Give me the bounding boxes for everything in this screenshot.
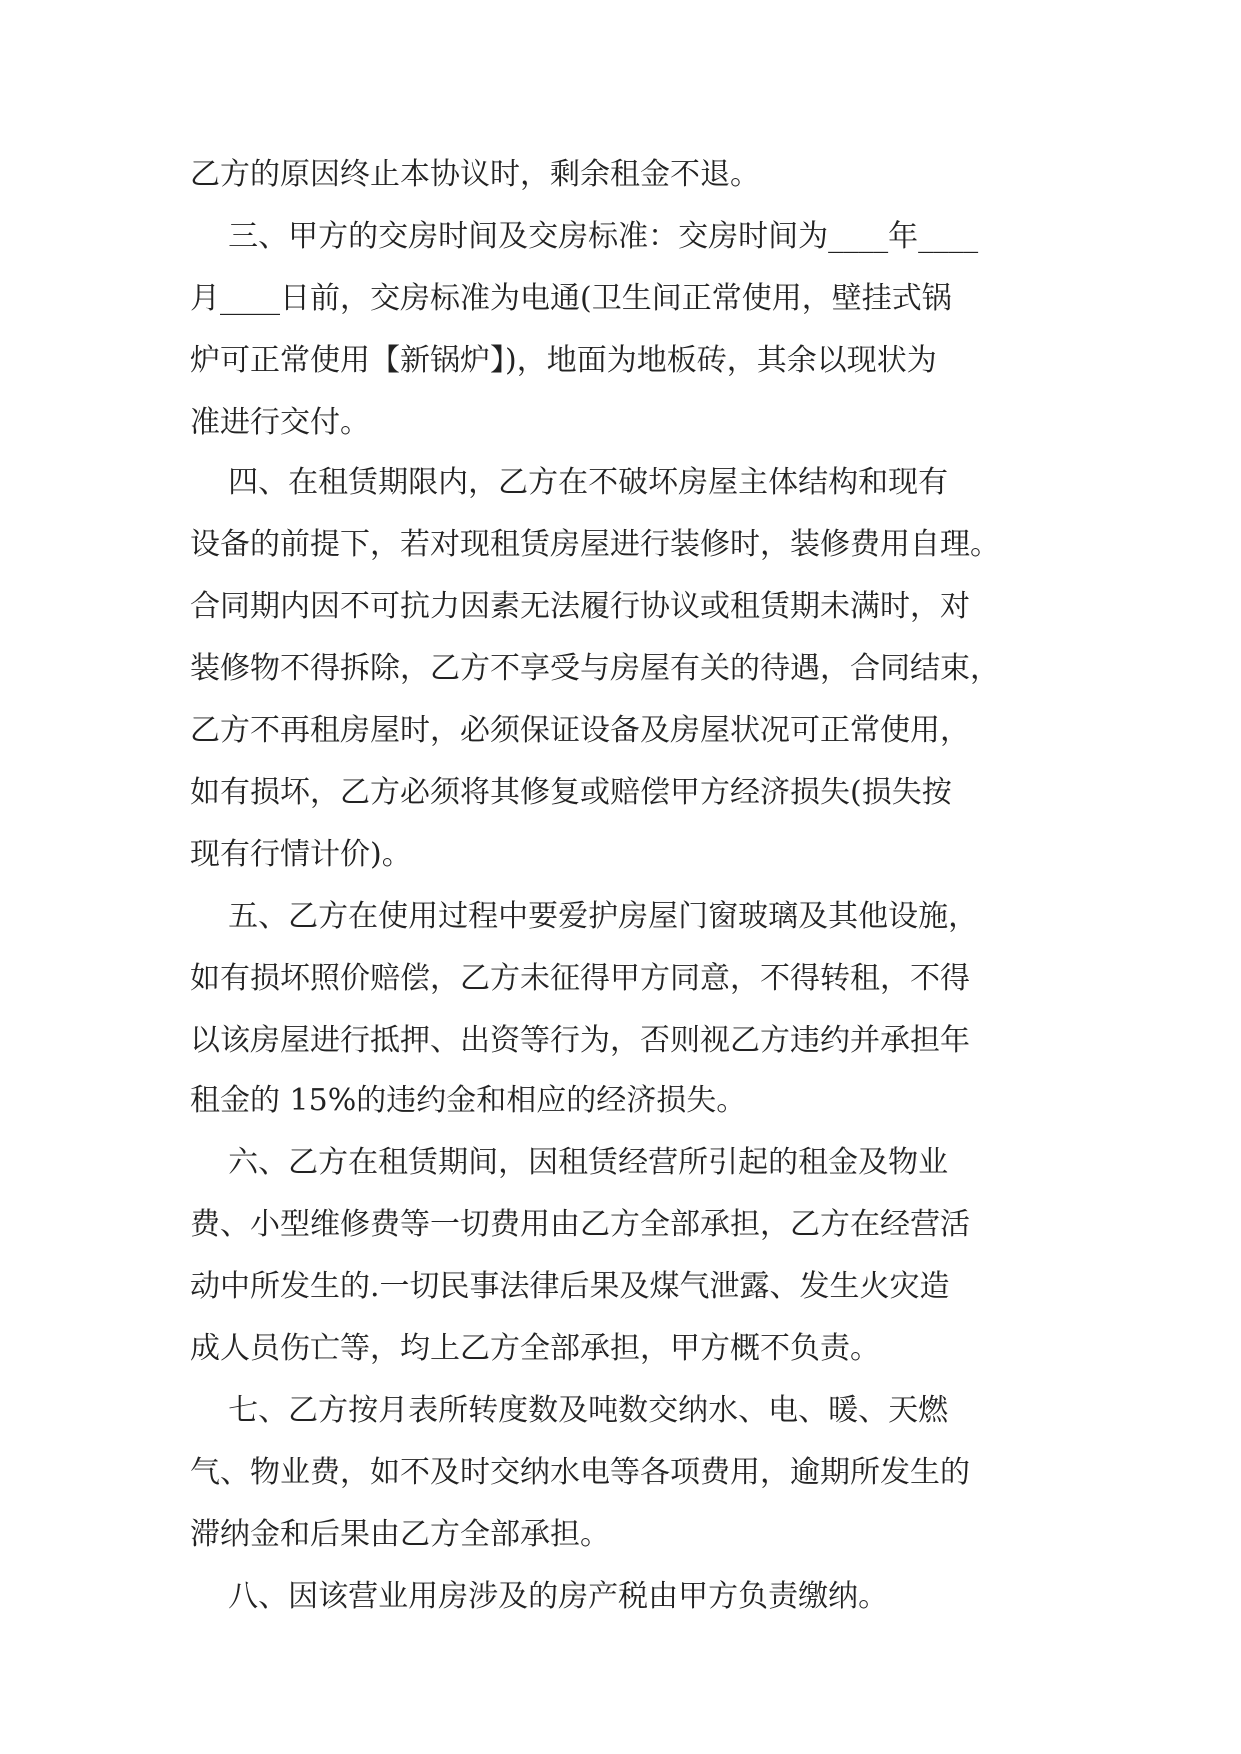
text-line: 现有行情计价)。 bbox=[190, 837, 412, 872]
text-line: 六、乙方在租赁期间，因租赁经营所引起的租金及物业 bbox=[190, 1145, 949, 1180]
text-line: 设备的前提下，若对现租赁房屋进行装修时，装修费用自理。 bbox=[190, 527, 1000, 562]
text-line: 五、乙方在使用过程中要爱护房屋门窗玻璃及其他设施， bbox=[190, 899, 979, 934]
text-line: 八、因该营业用房涉及的房产税由甲方负责缴纳。 bbox=[190, 1579, 889, 1614]
text-line: 装修物不得拆除，乙方不享受与房屋有关的待遇，合同结束， bbox=[190, 651, 1000, 686]
text-line: 月____日前，交房标准为电通(卫生间正常使用，壁挂式锅 bbox=[190, 281, 952, 316]
text-line: 以该房屋进行抵押、出资等行为，否则视乙方违约并承担年 bbox=[190, 1023, 970, 1058]
text-line: 三、甲方的交房时间及交房标准：交房时间为____年____ bbox=[190, 219, 979, 254]
text-line: 滞纳金和后果由乙方全部承担。 bbox=[190, 1517, 610, 1552]
text-line: 七、乙方按月表所转度数及吨数交纳水、电、暖、天燃 bbox=[190, 1393, 949, 1428]
text-line: 准进行交付。 bbox=[190, 405, 370, 440]
text-line: 乙方的原因终止本协议时，剩余租金不退。 bbox=[190, 157, 760, 192]
text-line: 合同期内因不可抗力因素无法履行协议或租赁期未满时，对 bbox=[190, 589, 970, 624]
text-line: 成人员伤亡等，均上乙方全部承担，甲方概不负责。 bbox=[190, 1331, 880, 1366]
text-line: 动中所发生的.一切民事法律后果及煤气泄露、发生火灾造 bbox=[190, 1269, 950, 1304]
text-line: 租金的 15%的违约金和相应的经济损失。 bbox=[190, 1083, 747, 1118]
text-line: 如有损坏，乙方必须将其修复或赔偿甲方经济损失(损失按 bbox=[190, 775, 952, 810]
text-line: 炉可正常使用【新锅炉】)，地面为地板砖，其余以现状为 bbox=[190, 343, 937, 378]
text-line: 如有损坏照价赔偿，乙方未征得甲方同意，不得转租，不得 bbox=[190, 961, 970, 996]
text-line: 四、在租赁期限内，乙方在不破坏房屋主体结构和现有 bbox=[190, 465, 949, 500]
text-line: 费、小型维修费等一切费用由乙方全部承担，乙方在经营活 bbox=[190, 1207, 970, 1242]
text-line: 乙方不再租房屋时，必须保证设备及房屋状况可正常使用， bbox=[190, 713, 970, 748]
text-line: 气、物业费，如不及时交纳水电等各项费用，逾期所发生的 bbox=[190, 1455, 970, 1490]
